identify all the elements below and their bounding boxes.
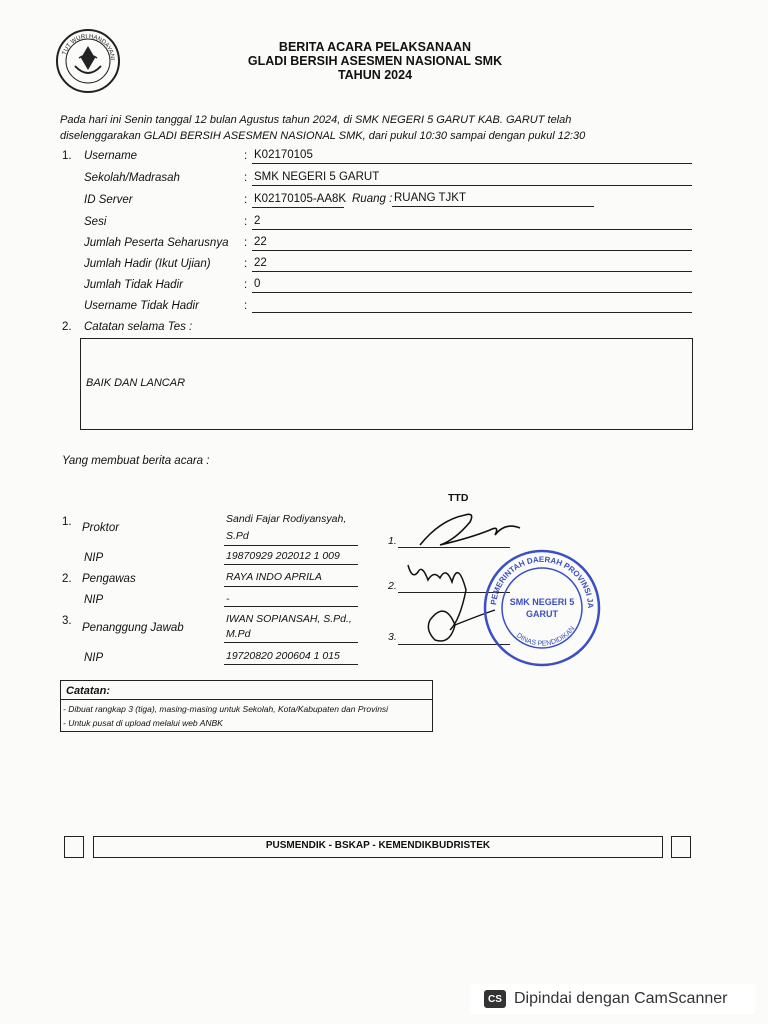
camscanner-text: Dipindai dengan CamScanner	[514, 990, 728, 1007]
footer-right-square	[671, 836, 691, 858]
sesi-value: 2	[254, 215, 261, 227]
stamp-bottom-text: DINAS PENDIDIKAN	[514, 625, 577, 648]
role-penanggung-jawab: Penanggung Jawab	[82, 622, 184, 634]
colon: :	[244, 172, 248, 184]
pengawas-name: RAYA INDO APRILA	[226, 571, 322, 583]
section-1-number: 1.	[62, 150, 72, 162]
stamp-center-1: SMK NEGERI 5	[509, 597, 575, 607]
ruang-value: RUANG TJKT	[394, 192, 466, 204]
role-proktor: Proktor	[82, 522, 120, 534]
colon: :	[244, 216, 248, 228]
colon: :	[244, 300, 248, 312]
underline	[252, 185, 692, 186]
underline	[252, 312, 692, 313]
colon: :	[244, 279, 248, 291]
proktor-name-1: Sandi Fajar Rodiyansyah,	[226, 513, 347, 525]
footer-left-square	[64, 836, 84, 858]
underline	[252, 292, 692, 293]
doc-title-1: BERITA ACARA PELAKSANAAN	[278, 40, 472, 54]
catatan-tes-label: Catatan selama Tes :	[84, 321, 193, 333]
pj-nip: 19720820 200604 1 015	[226, 650, 340, 662]
proktor-name-2: S.Pd	[226, 530, 249, 542]
notes-title: Catatan:	[66, 685, 111, 697]
pembuat-label: Yang membuat berita acara :	[62, 455, 210, 467]
doc-title-3: TAHUN 2024	[337, 68, 413, 82]
underline	[252, 250, 692, 251]
usernametidak-label: Username Tidak Hadir	[84, 300, 199, 312]
underline	[224, 664, 358, 665]
colon: :	[244, 237, 248, 249]
underline	[224, 586, 358, 587]
doc-title-2: GLADI BERSIH ASESMEN NASIONAL SMK	[247, 54, 503, 68]
footer-text: PUSMENDIK - BSKAP - KEMENDIKBUDRISTEK	[93, 836, 663, 858]
ttd-label: TTD	[448, 492, 469, 504]
stamp-ring-text: PEMERINTAH DAERAH PROVINSI JA	[489, 554, 596, 609]
colon: :	[244, 194, 248, 206]
ruang-label: Ruang :	[352, 193, 393, 205]
proktor-nip: 19870929 202012 1 009	[226, 550, 340, 562]
notes-line-1: - Dibuat rangkap 3 (tiga), masing-masing untuk Sekolah, Kota/Kabupaten dan Provinsi	[63, 704, 389, 714]
proktor-nip-label: NIP	[84, 552, 104, 564]
sign-2-number: 2.	[388, 580, 397, 592]
colon: :	[244, 258, 248, 270]
underline	[392, 206, 594, 207]
camscanner-icon: CS	[484, 990, 506, 1008]
camscanner-badge	[470, 984, 755, 1014]
underline	[252, 163, 692, 164]
hadir-value: 22	[254, 257, 267, 269]
school-stamp	[482, 548, 602, 668]
tidakhadir-label: Jumlah Tidak Hadir	[84, 279, 183, 291]
pengawas-nip: -	[226, 593, 230, 605]
intro-line-1: Pada hari ini Senin tanggal 12 bulan Agustus tahun 2024, di SMK NEGERI 5 GARUT KAB. GARUT telah	[60, 114, 572, 126]
stamp-center-2: GARUT	[526, 609, 558, 619]
sesi-label: Sesi	[84, 216, 107, 228]
tut-wuri-logo	[55, 28, 121, 94]
underline	[224, 642, 358, 643]
intro-line-2: diselenggarakan GLADI BERSIH ASESMEN NASIONAL SMK, dari pukul 10:30 sampai dengan pukul 12:30	[60, 130, 586, 142]
pj-nip-label: NIP	[84, 652, 104, 664]
sign-1-number: 1.	[388, 535, 397, 547]
underline	[252, 229, 692, 230]
sign-3-number: 3.	[388, 631, 397, 643]
underline	[224, 564, 358, 565]
underline	[252, 271, 692, 272]
notes-line-2: - Untuk pusat di upload melalui web ANBK	[63, 718, 223, 728]
tidakhadir-value: 0	[254, 278, 261, 290]
row-2-number: 2.	[62, 573, 72, 585]
underline	[224, 545, 358, 546]
username-label: Username	[84, 150, 138, 162]
underline	[224, 606, 358, 607]
catatan-tes-value: BAIK DAN LANCAR	[86, 377, 186, 389]
section-2-number: 2.	[62, 321, 72, 333]
sekolah-label: Sekolah/Madrasah	[84, 172, 180, 184]
row-1-number: 1.	[62, 516, 72, 528]
pengawas-nip-label: NIP	[84, 594, 104, 606]
idserver-label: ID Server	[84, 194, 133, 206]
hadir-label: Jumlah Hadir (Ikut Ujian)	[84, 258, 211, 270]
username-value: K02170105	[254, 149, 313, 161]
sekolah-value: SMK NEGERI 5 GARUT	[254, 171, 380, 183]
logo-text: TUT WURI HANDAYANI	[61, 33, 115, 61]
pj-name-1: IWAN SOPIANSAH, S.Pd.,	[226, 613, 352, 625]
seharusnya-label: Jumlah Peserta Seharusnya	[84, 237, 229, 249]
idserver-value: K02170105-AA8K	[254, 193, 347, 205]
notes-divider	[60, 699, 433, 700]
role-pengawas: Pengawas	[82, 573, 136, 585]
colon: :	[244, 150, 248, 162]
seharusnya-value: 22	[254, 236, 267, 248]
row-3-number: 3.	[62, 615, 72, 627]
pj-name-2: M.Pd	[226, 628, 251, 640]
underline	[252, 207, 344, 208]
